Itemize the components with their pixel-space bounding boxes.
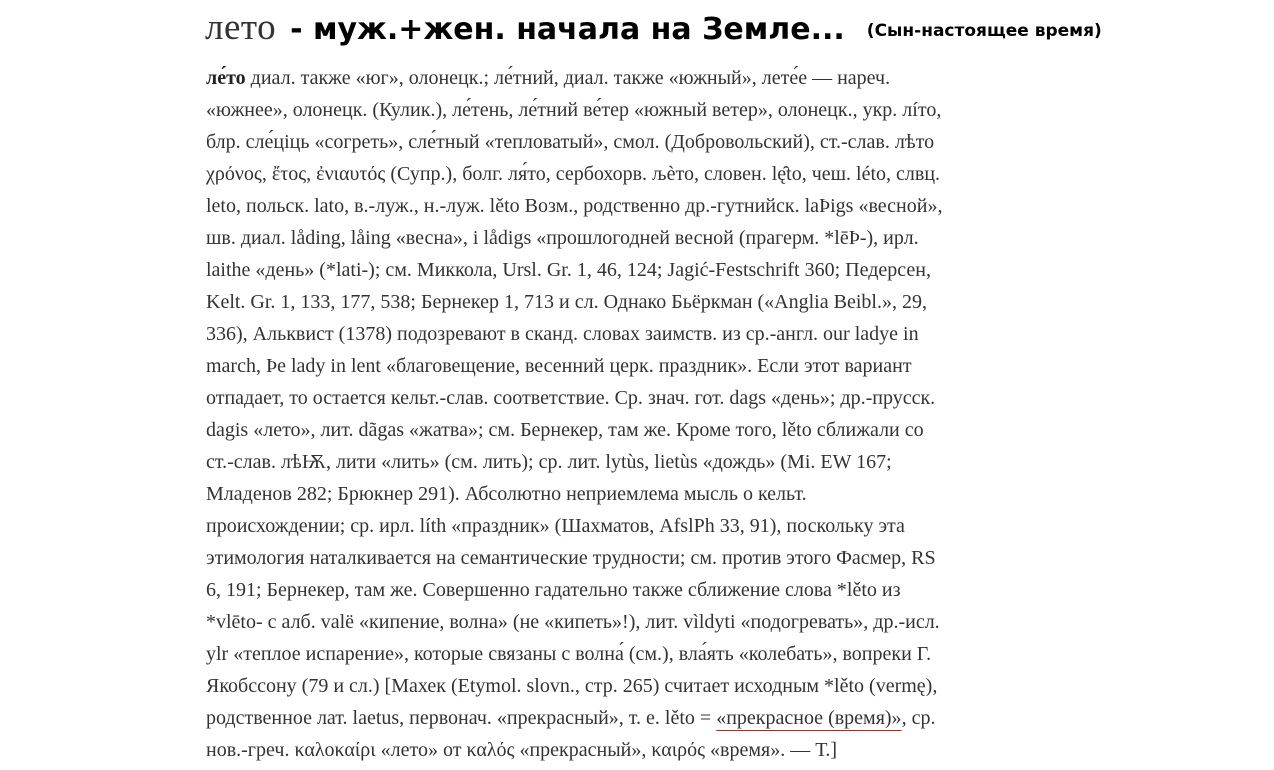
header-note: (Сын-настоящее время) [866, 21, 1102, 41]
article-line: этимология наталкивается на семантические трудности; см. против этого Фасмер, RS [206, 547, 936, 569]
article-line-text: родственное лат. laetus, первонач. «прекрасный», т. е. lěto = [206, 707, 717, 729]
article-line: отпадает, то остается кельт.-слав. соответствие. Ср. знач. гот. dags «день»; др.-прусск. [206, 387, 936, 409]
article-line: χρόνος, ἔτος, ἐνιαυτός (Супр.), болг. ля́то, сербохорв. љѐто, словен. lę̑to, чеш. léto, слвц. [206, 163, 941, 185]
article-line: ст.-слав. лѣѬ, лити «лить» (см. лить); ср. лит. lytùs, lietùs «дождь» (Mi. EW 167; [206, 451, 892, 473]
page-subtitle: - муж.+жен. начала на Земле... [290, 12, 845, 47]
article-line: *vlēto- с алб. valë «кипение, волна» (не «кипеть»!), лит. vìldyti «подогревать», др.-исл. [206, 611, 940, 633]
article-line: «южнее», олонецк. (Кулик.), ле́тень, ле́тний ве́тер «южный ветер», олонецк., укр. лíто, [206, 99, 942, 121]
article-line: блр. сле́ціць «согреть», сле́тный «тепловатый», смол. (Добровольский), ст.-слав. лѣто [206, 131, 935, 153]
article-line: Kelt. Gr. 1, 133, 177, 538; Бернекер 1, 713 и сл. Однако Бьёркман («Anglia Beibl.», 29, [206, 291, 927, 313]
article-line: Якобссону (79 и сл.) [Махек (Etymol. slovn., стр. 265) считает исходным *lěto (vermę), [206, 675, 938, 697]
article-line: нов.-греч. καλοκαίρι «лето» от καλός «прекрасный», καιρός «время». — Т.] [206, 739, 838, 761]
article-lemma: ле́то [206, 67, 246, 89]
article-line-text: , ср. [901, 707, 936, 729]
article-line: 6, 191; Бернекер, там же. Совершенно гадательно также сближение слова *lěto из [206, 579, 901, 601]
article-line: march, Þe lady in lent «благовещение, весенний церк. праздник». Если этот вариант [206, 355, 912, 377]
headword: лето [205, 7, 277, 48]
article-line: происхождении; ср. ирл. líth «праздник» (Шахматов, AfslPh 33, 91), поскольку эта [206, 515, 905, 537]
article-line: ylr «теплое испарение», которые связаны с волна́ (см.), вла́ять «колебать», вопреки Г. [206, 643, 932, 665]
article-line: Младенов 282; Брюкнер 291). Абсолютно неприемлема мысль о кельт. [206, 483, 807, 505]
article-line: dagis «лето», лит. dãgas «жатва»; см. Бернекер, там же. Кроме того, lěto сближали со [206, 419, 924, 441]
article-line: laithe «день» (*lati-); см. Миккола, Ursl. Gr. 1, 46, 124; Jagić-Festschrift 360; Педерсен, [206, 259, 931, 281]
article-line-text: диал. также «юг», олонецк.; ле́тний, диал. также «южный», лете́е — нареч. [245, 67, 891, 89]
article-line: шв. диал. låding, låing «весна», i lådigs «прошлогодней весной (прагерм. *lēÞ-), ирл. [206, 227, 919, 249]
article-line: leto, польск. lato, в.-луж., н.-луж. lěto Возм., родственно др.-гутнийск. laÞigs «весной», [206, 195, 943, 217]
article-line: 336), Альквист (1378) подозревают в сканд. словах заимств. из ср.-англ. our ladye in [206, 323, 919, 345]
etymology-article [206, 62, 942, 766]
underlined-phrase: «прекрасное (время)» [716, 707, 902, 729]
article-line [206, 702, 942, 734]
article-line [206, 62, 942, 94]
page-header [205, 6, 1102, 49]
